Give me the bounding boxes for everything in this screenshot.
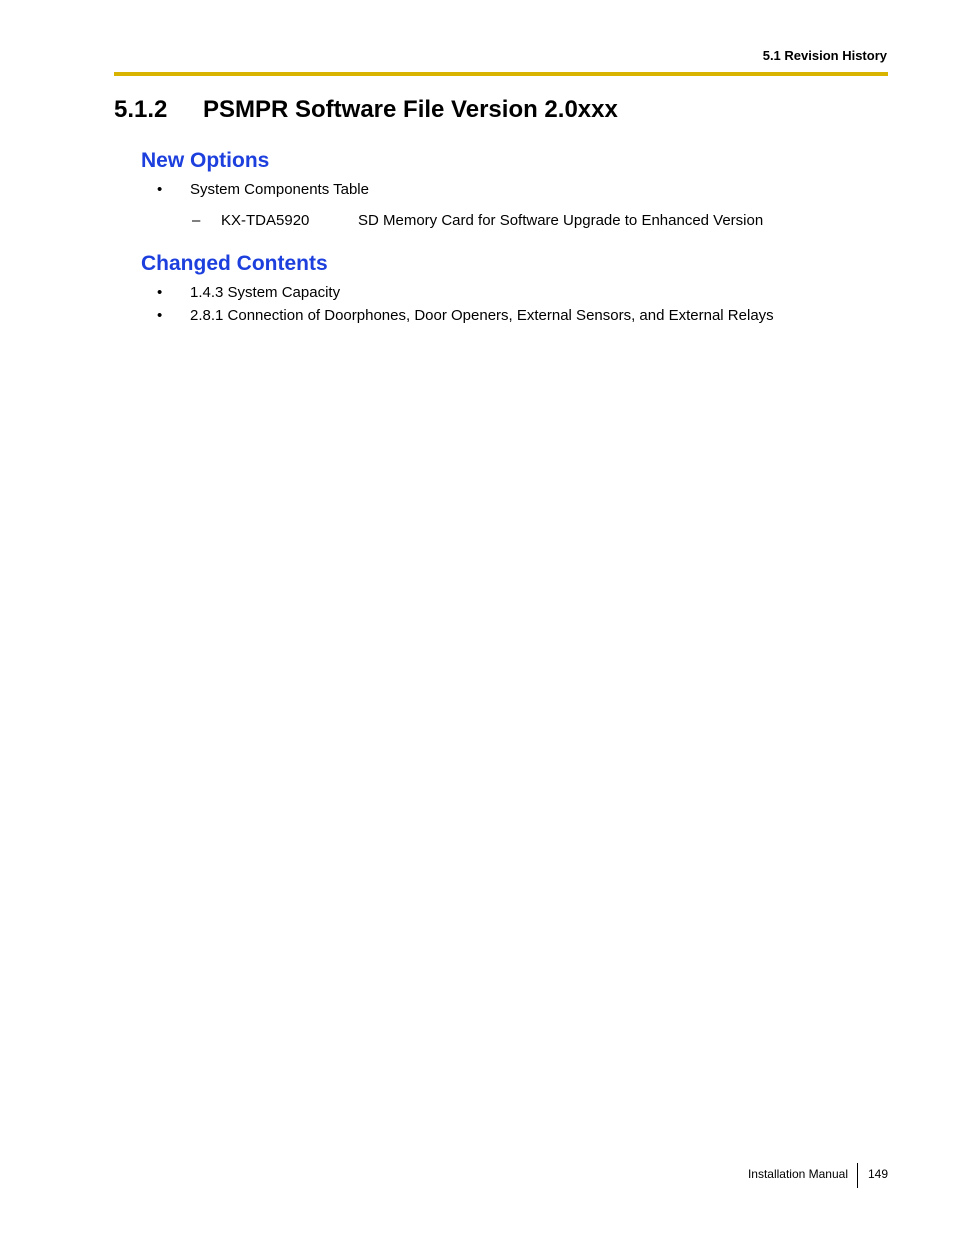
list-item xyxy=(157,307,774,324)
new-options-heading: New Options xyxy=(141,149,270,172)
bullet-marker: • xyxy=(157,181,163,198)
footer-manual-name: Installation Manual xyxy=(747,1167,848,1181)
bullet-marker: • xyxy=(157,307,163,324)
list-item xyxy=(157,181,369,198)
list-item-text: 2.8.1 Connection of Doorphones, Door Openers, External Sensors, and External Relays xyxy=(190,307,774,324)
list-item xyxy=(157,284,340,301)
running-header: 5.1 Revision History xyxy=(762,48,887,63)
changed-contents-heading: Changed Contents xyxy=(141,252,328,275)
header-rule xyxy=(114,72,888,76)
dash-marker: – xyxy=(192,212,201,229)
footer-divider xyxy=(857,1163,858,1188)
section-title-text: PSMPR Software File Version 2.0xxx xyxy=(203,96,618,123)
component-code: KX-TDA5920 xyxy=(221,212,310,229)
bullet-marker: • xyxy=(157,284,163,301)
sub-list-item xyxy=(192,212,763,229)
list-item-text: System Components Table xyxy=(190,181,369,198)
list-item-text: 1.4.3 System Capacity xyxy=(190,284,341,301)
section-number: 5.1.2 xyxy=(114,96,168,123)
section-title xyxy=(114,96,618,124)
page-number: 149 xyxy=(868,1167,889,1181)
component-description: SD Memory Card for Software Upgrade to Enhanced Version xyxy=(358,212,764,229)
